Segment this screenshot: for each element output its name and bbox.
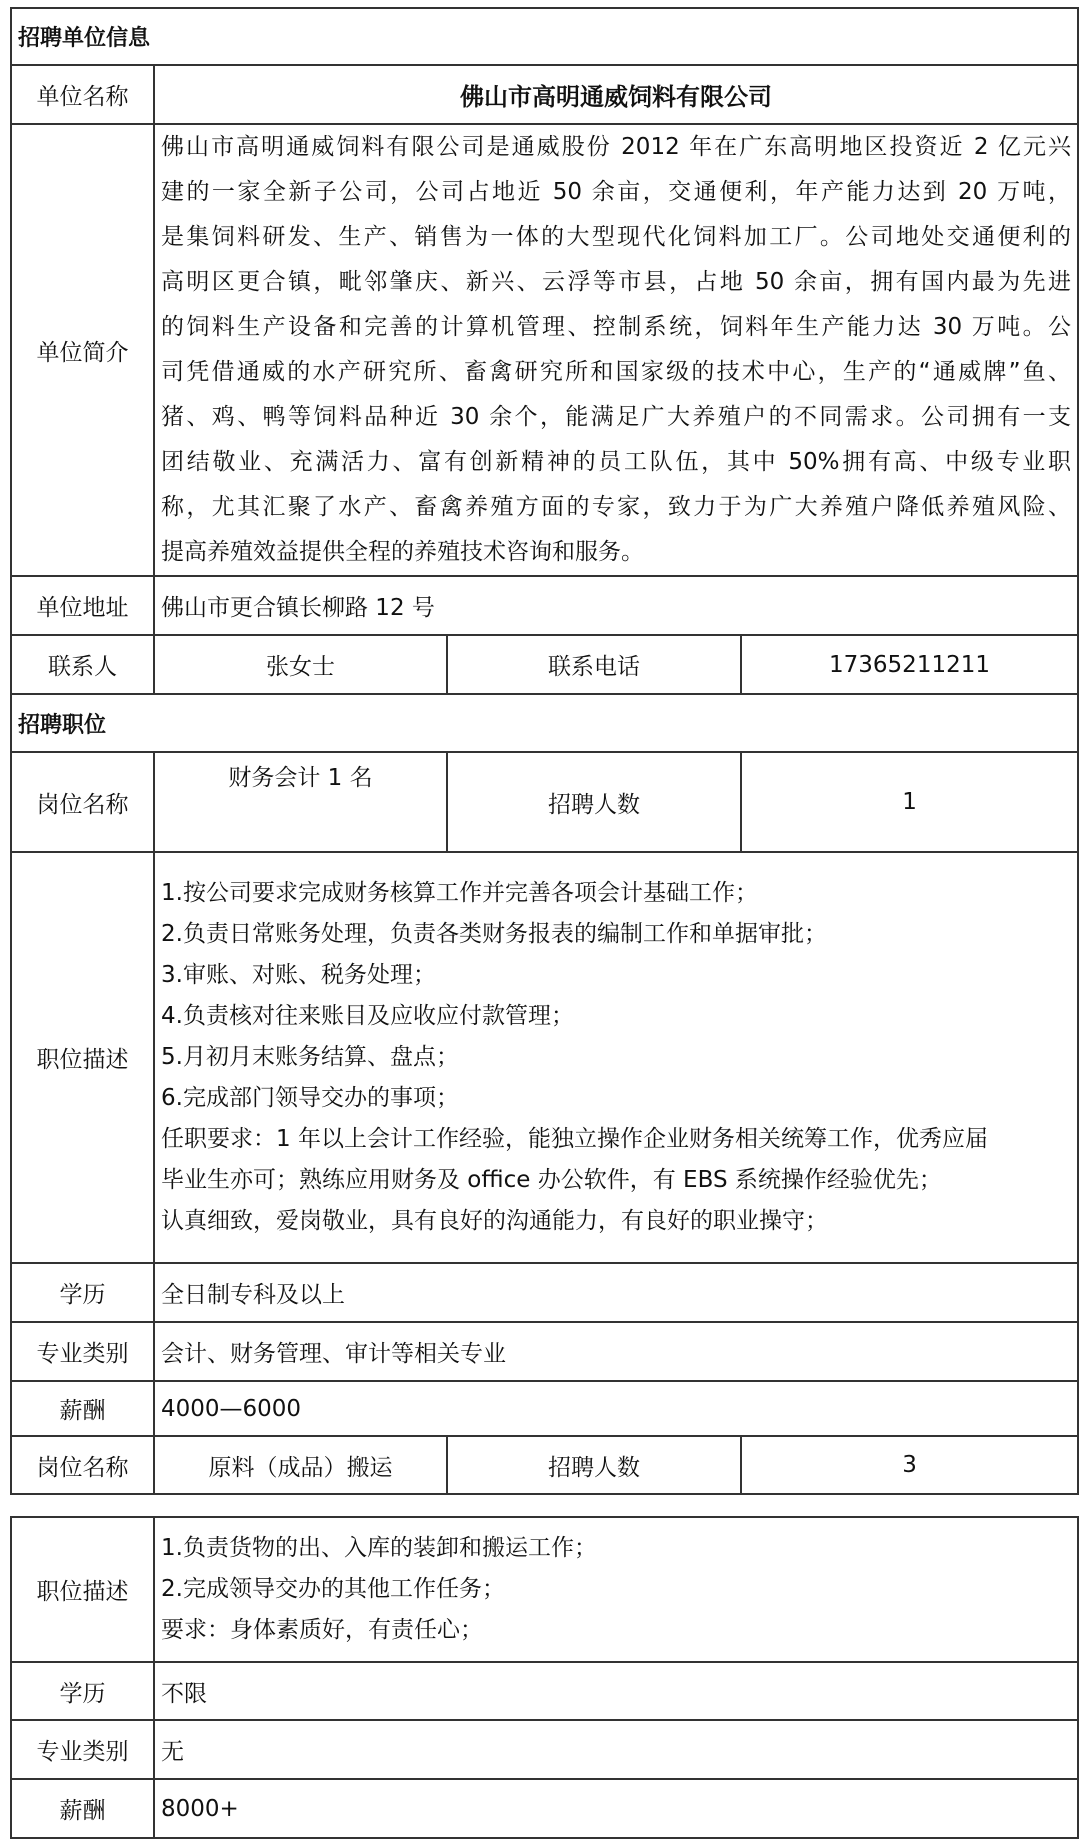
education: 不限 xyxy=(154,1662,1078,1720)
salary-label: 薪酬 xyxy=(11,1381,154,1436)
description-line: 2.完成领导交办的其他工作任务； xyxy=(161,1576,505,1602)
education: 全日制专科及以上 xyxy=(154,1263,1078,1322)
education-label: 学历 xyxy=(11,1263,154,1322)
description-line: 2.负责日常账务处理，负责各类财务报表的编制工作和单据审批； xyxy=(161,921,827,947)
position-description xyxy=(154,1517,1078,1662)
phone-number: 17365211211 xyxy=(741,635,1078,694)
major-label: 专业类别 xyxy=(11,1720,154,1779)
intro-line: 提高养殖效益提供全程的养殖技术咨询和服务。 xyxy=(161,539,644,565)
contact-name: 张女士 xyxy=(154,635,447,694)
intro-line: 高明区更合镇，毗邻肇庆、新兴、云浮等市县，占地 50 余亩，拥有国内最为先进 xyxy=(161,269,1072,295)
section-heading-positions: 招聘职位 xyxy=(11,694,1078,752)
company-name: 佛山市高明通威饲料有限公司 xyxy=(154,65,1078,124)
intro-line: 称，尤其汇聚了水产、畜禽养殖方面的专家，致力于为广大养殖户降低养殖风险、 xyxy=(161,494,1072,520)
salary: 8000+ xyxy=(154,1779,1078,1838)
position-title: 原料（成品）搬运 xyxy=(154,1436,447,1494)
intro-line: 佛山市高明通威饲料有限公司是通威股份 2012 年在广东高明地区投资近 2 亿元兴 xyxy=(161,134,1072,160)
description-line: 任职要求：1 年以上会计工作经验，能独立操作企业财务相关统筹工作，优秀应届 xyxy=(161,1126,988,1152)
intro-line: 司凭借通威的水产研究所、畜禽研究所和国家级的技术中心，生产的“通威牌”鱼、 xyxy=(161,359,1072,385)
position-title: 财务会计 1 名 xyxy=(154,752,447,852)
description-label: 职位描述 xyxy=(11,1517,154,1662)
major: 无 xyxy=(154,1720,1078,1779)
address-label: 单位地址 xyxy=(11,576,154,635)
description-line: 1.按公司要求完成财务核算工作并完善各项会计基础工作； xyxy=(161,880,758,906)
company-intro xyxy=(154,124,1078,576)
intro-line: 团结敬业、充满活力、富有创新精神的员工队伍，其中 50%拥有高、中级专业职 xyxy=(161,449,1072,475)
headcount-label: 招聘人数 xyxy=(447,752,741,852)
salary-label: 薪酬 xyxy=(11,1779,154,1838)
headcount: 1 xyxy=(741,752,1078,852)
section-heading-company: 招聘单位信息 xyxy=(11,8,1078,65)
address: 佛山市更合镇长柳路 12 号 xyxy=(154,576,1078,635)
phone-label: 联系电话 xyxy=(447,635,741,694)
contact-label: 联系人 xyxy=(11,635,154,694)
description-line: 4.负责核对往来账目及应收应付款管理； xyxy=(161,1003,574,1029)
description-line: 5.月初月末账务结算、盘点； xyxy=(161,1044,459,1070)
intro-line: 是集饲料研发、生产、销售为一体的大型现代化饲料加工厂。公司地处交通便利的 xyxy=(161,224,1072,250)
headcount: 3 xyxy=(741,1436,1078,1494)
salary: 4000—6000 xyxy=(154,1381,1078,1436)
position-title-label: 岗位名称 xyxy=(11,1436,154,1494)
intro-line: 建的一家全新子公司，公司占地近 50 余亩，交通便利，年产能力达到 20 万吨， xyxy=(161,179,1072,205)
description-line: 1.负责货物的出、入库的装卸和搬运工作； xyxy=(161,1535,597,1561)
position-description xyxy=(154,852,1078,1263)
company-name-label: 单位名称 xyxy=(11,65,154,124)
description-line: 3.审账、对账、税务处理； xyxy=(161,962,436,988)
description-line: 要求：身体素质好，有责任心； xyxy=(161,1617,483,1643)
description-line: 6.完成部门领导交办的事项； xyxy=(161,1085,459,1111)
position-title-label: 岗位名称 xyxy=(11,752,154,852)
intro-line: 的饲料生产设备和完善的计算机管理、控制系统，饲料年生产能力达 30 万吨。公 xyxy=(161,314,1072,340)
major-label: 专业类别 xyxy=(11,1322,154,1381)
company-info-table xyxy=(10,7,1079,1495)
description-label: 职位描述 xyxy=(11,852,154,1263)
intro-line: 猪、鸡、鸭等饲料品种近 30 余个，能满足广大养殖户的不同需求。公司拥有一支 xyxy=(161,404,1072,430)
company-intro-label: 单位简介 xyxy=(11,124,154,576)
position-2-details-table xyxy=(10,1516,1079,1839)
education-label: 学历 xyxy=(11,1662,154,1720)
major: 会计、财务管理、审计等相关专业 xyxy=(154,1322,1078,1381)
description-line: 毕业生亦可；熟练应用财务及 office 办公软件，有 EBS 系统操作经验优先； xyxy=(161,1167,942,1193)
description-line: 认真细致，爱岗敬业，具有良好的沟通能力，有良好的职业操守； xyxy=(161,1208,828,1234)
headcount-label: 招聘人数 xyxy=(447,1436,741,1494)
